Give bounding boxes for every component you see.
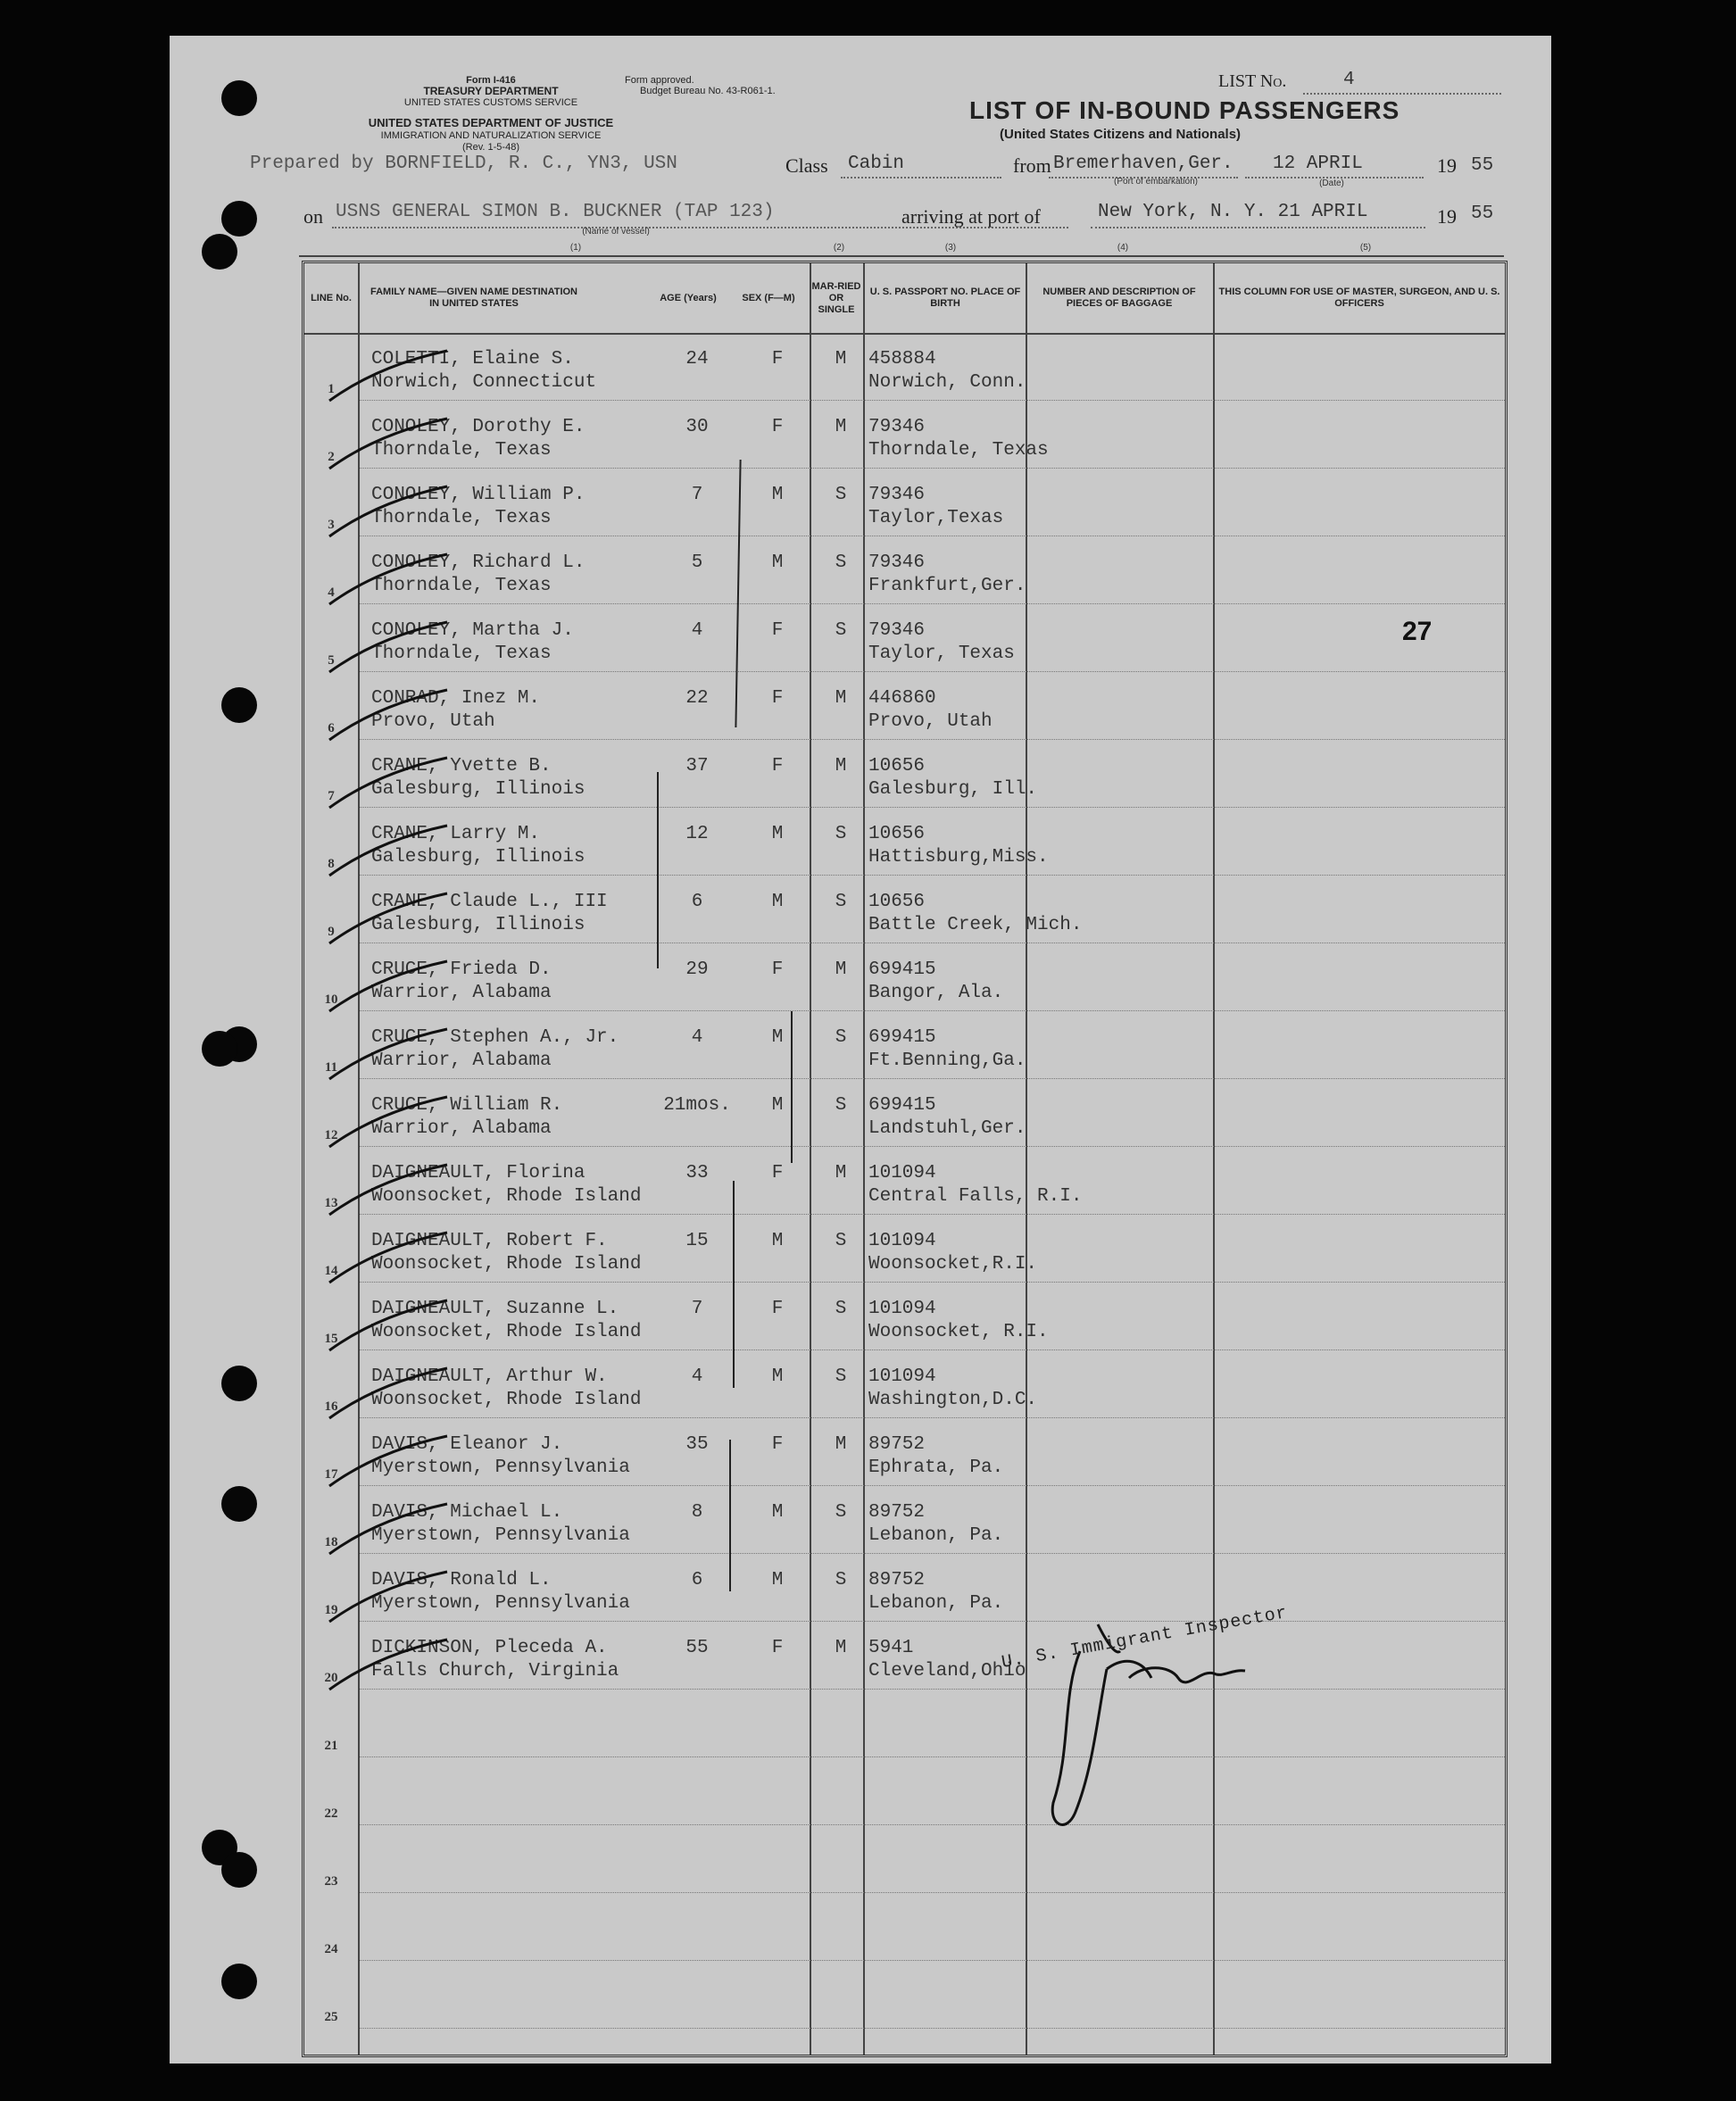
table-row bbox=[304, 472, 1505, 540]
row-rule bbox=[360, 1146, 1505, 1147]
destination: Falls Church, Virginia bbox=[371, 1661, 619, 1682]
passenger-name: DAIGNEAULT, Suzanne L. bbox=[371, 1299, 619, 1319]
row-rule bbox=[360, 1824, 1505, 1825]
marital-status: S bbox=[835, 1502, 847, 1523]
passport-number: 89752 bbox=[868, 1434, 926, 1455]
line-number: 7 bbox=[328, 789, 335, 803]
destination: Thorndale, Texas bbox=[371, 508, 552, 528]
passport-number: 699415 bbox=[868, 1027, 936, 1048]
year-to: 55 bbox=[1471, 203, 1494, 224]
passport-number: 458884 bbox=[868, 349, 936, 370]
col-header-passport: U. S. PASSPORT NO. PLACE OF BIRTH bbox=[869, 286, 1021, 309]
passport-number: 79346 bbox=[868, 485, 926, 505]
sex: M bbox=[771, 1095, 784, 1116]
col-header-officers: THIS COLUMN FOR USE OF MASTER, SURGEON, AND U. S. OFFICERS bbox=[1218, 286, 1500, 309]
marital-status: S bbox=[835, 1231, 847, 1251]
line-number: 1 bbox=[328, 382, 335, 396]
family-bracket bbox=[733, 1181, 735, 1388]
col-num-2: (2) bbox=[833, 243, 845, 253]
passenger-name: CRUCE, William R. bbox=[371, 1095, 563, 1116]
sex: F bbox=[771, 959, 784, 980]
sex: F bbox=[771, 417, 784, 437]
vessel-name: USNS GENERAL SIMON B. BUCKNER (TAP 123) bbox=[336, 202, 775, 222]
row-rule bbox=[360, 1078, 1505, 1079]
passenger-name: CONOLEY, William P. bbox=[371, 485, 586, 505]
passenger-name: DAIGNEAULT, Florina bbox=[371, 1163, 586, 1183]
line-number: 24 bbox=[324, 1942, 338, 1956]
sex: F bbox=[771, 688, 784, 709]
destination: Myerstown, Pennsylvania bbox=[371, 1457, 630, 1478]
on-label: on bbox=[303, 205, 323, 228]
line-number: 13 bbox=[324, 1196, 338, 1210]
passenger-name: CONOLEY, Richard L. bbox=[371, 552, 586, 573]
line-number: 2 bbox=[328, 450, 335, 464]
passenger-name: COLETTI, Elaine S. bbox=[371, 349, 574, 370]
age: 7 bbox=[691, 485, 703, 505]
age: 21mos. bbox=[663, 1095, 731, 1116]
binder-hole bbox=[221, 201, 257, 237]
family-bracket bbox=[657, 772, 659, 968]
marital-status: M bbox=[835, 1163, 847, 1183]
line-number: 5 bbox=[328, 653, 335, 668]
form-number: Form I-416 bbox=[466, 75, 516, 86]
place-of-birth: Taylor,Texas bbox=[868, 508, 1004, 528]
age: 24 bbox=[685, 349, 709, 370]
line-number: 21 bbox=[324, 1739, 338, 1753]
line-number: 3 bbox=[328, 518, 335, 532]
header-rule bbox=[299, 255, 1504, 257]
destination: Warrior, Alabama bbox=[371, 1050, 552, 1071]
row-rule bbox=[360, 1349, 1505, 1350]
line-number: 8 bbox=[328, 857, 335, 871]
age: 29 bbox=[685, 959, 709, 980]
sex: M bbox=[771, 824, 784, 844]
line-number: 22 bbox=[324, 1806, 338, 1821]
line-number: 17 bbox=[324, 1467, 338, 1482]
age: 6 bbox=[691, 892, 703, 912]
place-of-birth: Ephrata, Pa. bbox=[868, 1457, 1004, 1478]
place-of-birth: Woonsocket, R.I. bbox=[868, 1322, 1049, 1342]
binder-hole bbox=[221, 1366, 257, 1401]
destination: Thorndale, Texas bbox=[371, 644, 552, 664]
table-row bbox=[304, 1422, 1505, 1490]
place-of-birth: Bangor, Ala. bbox=[868, 983, 1004, 1003]
row-rule bbox=[360, 1553, 1505, 1554]
row-rule bbox=[360, 1621, 1505, 1622]
passenger-name: CONOLEY, Martha J. bbox=[371, 620, 574, 641]
passenger-name: DICKINSON, Pleceda A. bbox=[371, 1638, 608, 1658]
sex: M bbox=[771, 552, 784, 573]
year-prefix-to: 19 bbox=[1437, 205, 1457, 228]
passenger-name: CONRAD, Inez M. bbox=[371, 688, 541, 709]
line-number: 10 bbox=[324, 992, 338, 1007]
place-of-birth: Battle Creek, Mich. bbox=[868, 915, 1083, 935]
passenger-name: CRUCE, Frieda D. bbox=[371, 959, 552, 980]
passport-number: 101094 bbox=[868, 1163, 936, 1183]
col-num-3: (3) bbox=[944, 243, 957, 253]
row-rule bbox=[360, 400, 1505, 401]
line-number: 23 bbox=[324, 1874, 338, 1889]
date-note: (Date) bbox=[1319, 179, 1344, 188]
marital-status: M bbox=[835, 688, 847, 709]
age: 37 bbox=[685, 756, 709, 776]
col-num-5: (5) bbox=[1359, 243, 1372, 253]
marital-status: M bbox=[835, 1638, 847, 1658]
arriving-label: arriving at port of bbox=[901, 205, 1041, 228]
destination: Woonsocket, Rhode Island bbox=[371, 1186, 642, 1207]
row-rule bbox=[360, 1756, 1505, 1757]
from-label: from bbox=[1013, 154, 1051, 177]
sex: M bbox=[771, 1502, 784, 1523]
class-label: Class bbox=[785, 154, 828, 177]
row-rule bbox=[360, 1689, 1505, 1690]
age: 4 bbox=[691, 1027, 703, 1048]
sex: M bbox=[771, 1231, 784, 1251]
passport-number: 101094 bbox=[868, 1299, 936, 1319]
col-header-sex: SEX (F—M) bbox=[742, 292, 795, 303]
manifest-sheet bbox=[170, 36, 1551, 2064]
passenger-name: DAVIS, Ronald L. bbox=[371, 1570, 552, 1590]
age: 35 bbox=[685, 1434, 709, 1455]
col-num-1: (1) bbox=[569, 243, 582, 253]
prepared-by: Prepared by BORNFIELD, R. C., YN3, USN bbox=[250, 154, 677, 174]
place-of-birth: Central Falls, R.I. bbox=[868, 1186, 1083, 1207]
col-header-line: LINE No. bbox=[311, 292, 352, 303]
passport-number: 446860 bbox=[868, 688, 936, 709]
line-number: 9 bbox=[328, 925, 335, 939]
marital-status: M bbox=[835, 959, 847, 980]
place-of-birth: Woonsocket,R.I. bbox=[868, 1254, 1038, 1275]
col-num-4: (4) bbox=[1117, 243, 1129, 253]
place-of-birth: Norwich, Conn. bbox=[868, 372, 1026, 393]
ins-service: IMMIGRATION AND NATURALIZATION SERVICE bbox=[380, 130, 602, 141]
passenger-name: CRANE, Larry M. bbox=[371, 824, 541, 844]
arriving-value: New York, N. Y. 21 APRIL bbox=[1098, 202, 1368, 222]
passport-number: 101094 bbox=[868, 1366, 936, 1387]
row-rule bbox=[360, 875, 1505, 876]
line-number: 25 bbox=[324, 2010, 338, 2024]
table-row bbox=[304, 1693, 1505, 1761]
list-number: 4 bbox=[1343, 70, 1355, 90]
place-of-birth: Ft.Benning,Ga. bbox=[868, 1050, 1026, 1071]
table-row bbox=[304, 1286, 1505, 1354]
binder-hole bbox=[221, 1852, 257, 1888]
line-number: 15 bbox=[324, 1332, 338, 1346]
sex: M bbox=[771, 485, 784, 505]
table-row bbox=[304, 1354, 1505, 1422]
line-number: 12 bbox=[324, 1128, 338, 1142]
destination: Galesburg, Illinois bbox=[371, 915, 586, 935]
destination: Thorndale, Texas bbox=[371, 440, 552, 461]
age: 6 bbox=[691, 1570, 703, 1590]
row-rule bbox=[360, 807, 1505, 808]
place-of-birth: Lebanon, Pa. bbox=[868, 1525, 1004, 1546]
marital-status: M bbox=[835, 417, 847, 437]
table-row bbox=[304, 404, 1505, 472]
place-of-birth: Cleveland,Ohio bbox=[868, 1661, 1026, 1682]
class-line bbox=[841, 177, 1001, 179]
row-rule bbox=[360, 468, 1505, 469]
destination: Woonsocket, Rhode Island bbox=[371, 1390, 642, 1410]
destination: Provo, Utah bbox=[371, 711, 495, 732]
age: 4 bbox=[691, 620, 703, 641]
place-of-birth: Frankfurt,Ger. bbox=[868, 576, 1026, 596]
place-of-birth: Landstuhl,Ger. bbox=[868, 1118, 1026, 1139]
destination: Myerstown, Pennsylvania bbox=[371, 1593, 630, 1614]
customs-service: UNITED STATES CUSTOMS SERVICE bbox=[403, 97, 578, 108]
table-row bbox=[304, 1557, 1505, 1625]
row-rule bbox=[360, 1892, 1505, 1893]
place-of-birth: Lebanon, Pa. bbox=[868, 1593, 1004, 1614]
row-rule bbox=[360, 1010, 1505, 1011]
sex: F bbox=[771, 620, 784, 641]
place-of-birth: Thorndale, Texas bbox=[868, 440, 1049, 461]
binder-hole bbox=[202, 1031, 237, 1067]
age: 8 bbox=[691, 1502, 703, 1523]
line-number: 18 bbox=[324, 1535, 338, 1549]
page-title: LIST OF IN-BOUND PASSENGERS bbox=[969, 96, 1400, 124]
passenger-name: DAIGNEAULT, Arthur W. bbox=[371, 1366, 608, 1387]
passenger-name: CONOLEY, Dorothy E. bbox=[371, 417, 586, 437]
age: 15 bbox=[685, 1231, 709, 1251]
place-of-birth: Provo, Utah bbox=[868, 711, 993, 732]
marital-status: S bbox=[835, 1027, 847, 1048]
line-number: 20 bbox=[324, 1671, 338, 1685]
family-bracket bbox=[791, 1011, 793, 1163]
passenger-name: CRANE, Claude L., III bbox=[371, 892, 608, 912]
destination: Warrior, Alabama bbox=[371, 983, 552, 1003]
sex: F bbox=[771, 1299, 784, 1319]
table-row bbox=[304, 1964, 1505, 2032]
passenger-name: DAIGNEAULT, Robert F. bbox=[371, 1231, 608, 1251]
table-row bbox=[304, 540, 1505, 608]
line-number: 4 bbox=[328, 585, 335, 600]
sex: F bbox=[771, 1163, 784, 1183]
sex: F bbox=[771, 349, 784, 370]
passport-number: 699415 bbox=[868, 1095, 936, 1116]
destination: Galesburg, Illinois bbox=[371, 779, 586, 800]
family-bracket bbox=[729, 1440, 731, 1591]
sex: M bbox=[771, 892, 784, 912]
line-number: 6 bbox=[328, 721, 335, 735]
passenger-table bbox=[302, 261, 1508, 2057]
sex: F bbox=[771, 756, 784, 776]
sex: F bbox=[771, 1638, 784, 1658]
line-number: 11 bbox=[324, 1060, 338, 1075]
place-of-birth: Washington,D.C. bbox=[868, 1390, 1038, 1410]
passport-number: 101094 bbox=[868, 1231, 936, 1251]
marital-status: S bbox=[835, 824, 847, 844]
passport-number: 79346 bbox=[868, 417, 926, 437]
passport-number: 10656 bbox=[868, 824, 926, 844]
table-row bbox=[304, 879, 1505, 947]
binder-hole bbox=[221, 687, 257, 723]
sex: M bbox=[771, 1570, 784, 1590]
line-number: 14 bbox=[324, 1264, 338, 1278]
table-row bbox=[304, 1625, 1505, 1693]
table-row bbox=[304, 1083, 1505, 1150]
date-from: 12 APRIL bbox=[1273, 154, 1363, 174]
marital-status: M bbox=[835, 1434, 847, 1455]
revision: (Rev. 1-5-48) bbox=[462, 142, 519, 153]
destination: Woonsocket, Rhode Island bbox=[371, 1254, 642, 1275]
arriving-line bbox=[1091, 227, 1425, 228]
binder-hole bbox=[202, 234, 237, 270]
row-rule bbox=[360, 1960, 1505, 1961]
destination: Warrior, Alabama bbox=[371, 1118, 552, 1139]
table-row bbox=[304, 743, 1505, 811]
binder-hole bbox=[221, 1486, 257, 1522]
table-row bbox=[304, 1761, 1505, 1829]
table-row bbox=[304, 676, 1505, 743]
table-row bbox=[304, 1150, 1505, 1218]
marital-status: S bbox=[835, 1570, 847, 1590]
row-rule bbox=[360, 1485, 1505, 1486]
destination: Thorndale, Texas bbox=[371, 576, 552, 596]
vessel-note: (Name of vessel) bbox=[582, 227, 650, 237]
header-underline bbox=[304, 333, 1505, 335]
table-row bbox=[304, 811, 1505, 879]
page-subtitle: (United States Citizens and Nationals) bbox=[1000, 127, 1242, 142]
year-prefix-from: 19 bbox=[1437, 154, 1457, 177]
marital-status: M bbox=[835, 349, 847, 370]
passport-number: 89752 bbox=[868, 1570, 926, 1590]
sex: M bbox=[771, 1027, 784, 1048]
table-row bbox=[304, 336, 1505, 404]
passport-number: 5941 bbox=[868, 1638, 914, 1658]
table-row bbox=[304, 1490, 1505, 1557]
marital-status: S bbox=[835, 552, 847, 573]
list-no-line bbox=[1303, 93, 1501, 95]
destination: Norwich, Connecticut bbox=[371, 372, 597, 393]
destination: Woonsocket, Rhode Island bbox=[371, 1322, 642, 1342]
destination: Myerstown, Pennsylvania bbox=[371, 1525, 630, 1546]
from-value: Bremerhaven,Ger. bbox=[1053, 154, 1233, 174]
budget-bureau: Budget Bureau No. 43-R061-1. bbox=[640, 86, 776, 96]
row-rule bbox=[360, 2028, 1505, 2029]
col-header-age: AGE (Years) bbox=[660, 292, 717, 303]
age: 22 bbox=[685, 688, 709, 709]
dept-justice: UNITED STATES DEPARTMENT OF JUSTICE bbox=[368, 116, 614, 129]
age: 5 bbox=[691, 552, 703, 573]
passport-number: 10656 bbox=[868, 756, 926, 776]
marital-status: S bbox=[835, 1366, 847, 1387]
passenger-name: DAVIS, Michael L. bbox=[371, 1502, 563, 1523]
age: 33 bbox=[685, 1163, 709, 1183]
line-number: 16 bbox=[324, 1399, 338, 1414]
row-rule bbox=[360, 739, 1505, 740]
passport-number: 10656 bbox=[868, 892, 926, 912]
marital-status: S bbox=[835, 485, 847, 505]
age: 30 bbox=[685, 417, 709, 437]
year-from: 55 bbox=[1471, 155, 1494, 176]
table-row bbox=[304, 1218, 1505, 1286]
binder-hole bbox=[221, 80, 257, 116]
row-rule bbox=[360, 1214, 1505, 1215]
treasury-dept: TREASURY DEPARTMENT bbox=[423, 85, 559, 97]
marital-status: S bbox=[835, 1095, 847, 1116]
passport-number: 79346 bbox=[868, 620, 926, 641]
place-of-birth: Hattisburg,Miss. bbox=[868, 847, 1049, 868]
place-of-birth: Galesburg, Ill. bbox=[868, 779, 1038, 800]
col-header-married: MAR-RIED OR SINGLE bbox=[811, 280, 861, 315]
table-row bbox=[304, 947, 1505, 1015]
sex: M bbox=[771, 1366, 784, 1387]
table-row bbox=[304, 608, 1505, 676]
age: 12 bbox=[685, 824, 709, 844]
passport-number: 89752 bbox=[868, 1502, 926, 1523]
inspector-stamp: U. S. Immigrant Inspector bbox=[1000, 1602, 1290, 1674]
passport-number: 79346 bbox=[868, 552, 926, 573]
sex: F bbox=[771, 1434, 784, 1455]
row-rule bbox=[360, 1417, 1505, 1418]
age: 7 bbox=[691, 1299, 703, 1319]
list-label: LIST No. bbox=[1218, 71, 1287, 91]
passport-number: 699415 bbox=[868, 959, 936, 980]
age: 4 bbox=[691, 1366, 703, 1387]
table-row bbox=[304, 1015, 1505, 1083]
row-rule bbox=[360, 1282, 1505, 1283]
marital-status: M bbox=[835, 756, 847, 776]
passenger-name: CRUCE, Stephen A., Jr. bbox=[371, 1027, 619, 1048]
col-header-baggage: NUMBER AND DESCRIPTION OF PIECES OF BAGGAGE bbox=[1042, 286, 1196, 309]
passenger-name: DAVIS, Eleanor J. bbox=[371, 1434, 563, 1455]
port-note: (Port of embarkation) bbox=[1114, 177, 1198, 187]
destination: Galesburg, Illinois bbox=[371, 847, 586, 868]
officer-note: 27 bbox=[1402, 617, 1433, 646]
line-number: 19 bbox=[324, 1603, 338, 1617]
table-row bbox=[304, 1897, 1505, 1964]
marital-status: S bbox=[835, 620, 847, 641]
col-header-name: FAMILY NAME—GIVEN NAME DESTINATION IN UNITED STATES bbox=[370, 286, 578, 309]
row-rule bbox=[360, 671, 1505, 672]
age: 55 bbox=[685, 1638, 709, 1658]
table-row bbox=[304, 1829, 1505, 1897]
class-value: Cabin bbox=[848, 154, 905, 174]
form-approved: Form approved. bbox=[625, 75, 694, 86]
passenger-name: CRANE, Yvette B. bbox=[371, 756, 552, 776]
row-rule bbox=[360, 603, 1505, 604]
marital-status: S bbox=[835, 1299, 847, 1319]
marital-status: S bbox=[835, 892, 847, 912]
binder-hole bbox=[221, 1964, 257, 1999]
place-of-birth: Taylor, Texas bbox=[868, 644, 1015, 664]
